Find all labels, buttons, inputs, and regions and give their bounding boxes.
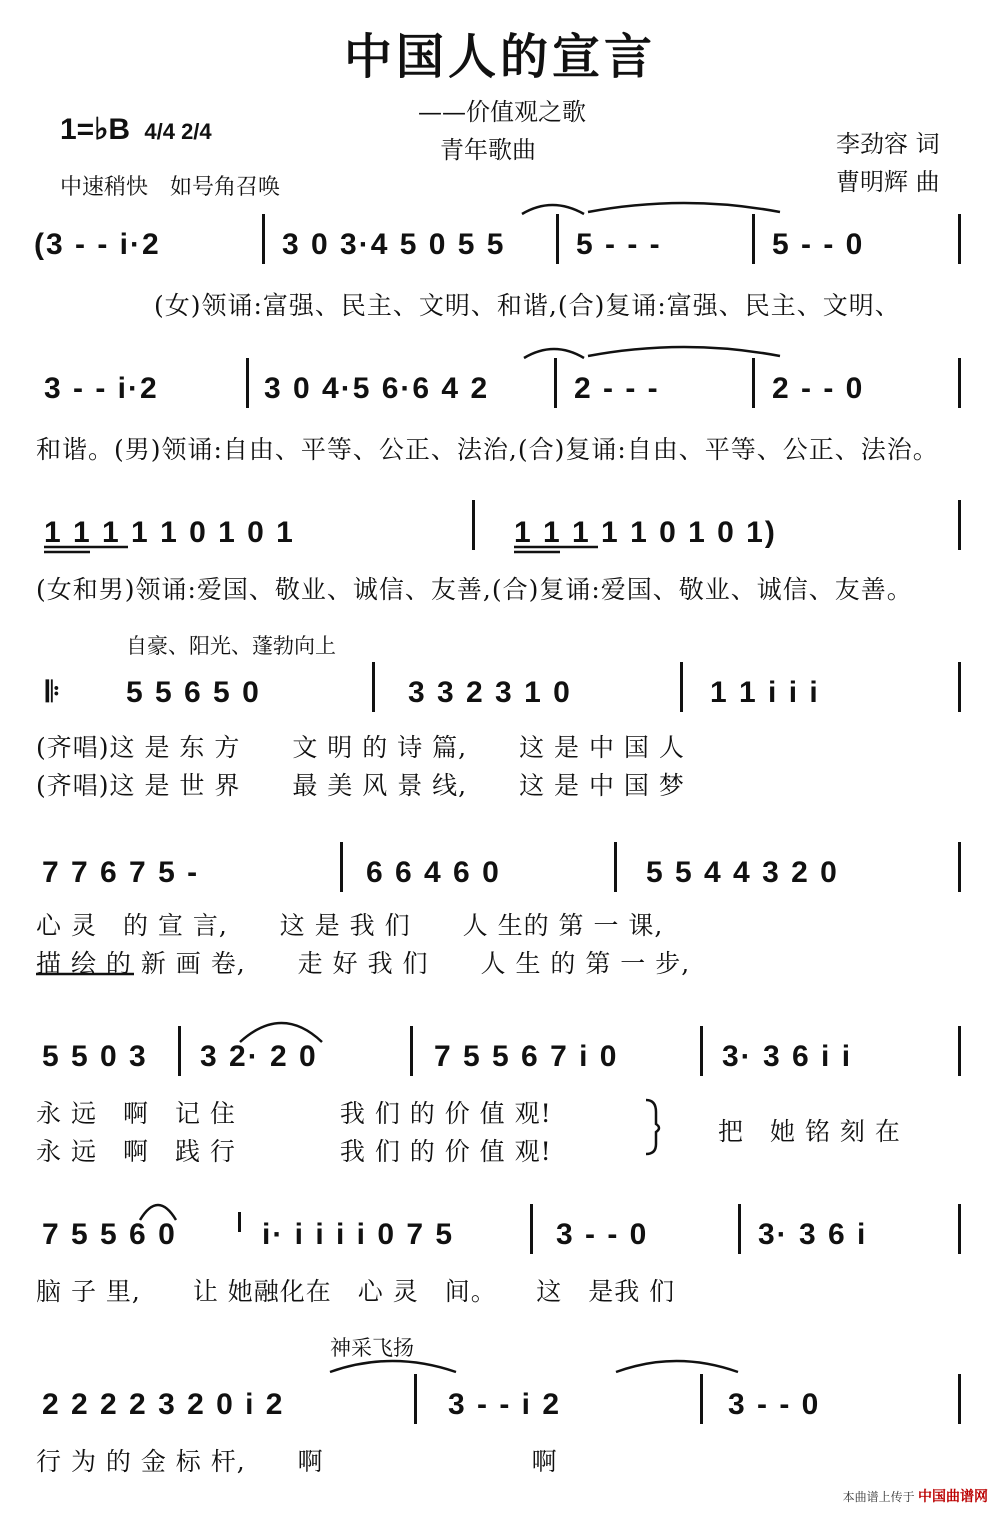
system-7-lyrics: 脑 子 里, 让 她融化在 心 灵 间。 这 是我 们 [36,1277,676,1306]
system-6-measure-1: 5 5 0 3 [42,1040,148,1073]
system-1-lyrics: (女)领诵:富强、民主、文明、和谐,(合)复诵:富强、民主、文明、 [154,291,901,320]
system-1-measure-4: 5 - - 0 [772,228,865,261]
bracket-right [646,1100,659,1154]
system-6-measure-3: 7 5 5 6 7 i 0 [434,1040,619,1073]
system-2-measure-4: 2 - - 0 [772,372,865,405]
key-label: 1=♭B [60,113,131,146]
system-1-measure-1: (3 - - i·2 [34,228,161,261]
system-5-measure-1: 7 7 6 7 5 - [42,856,200,889]
system-4-measure-1: 5 5 6 5 0 [126,676,261,709]
system-6-lyrics-refrain: 把 她 铭 刻 在 [718,1117,901,1146]
system-6-measure-2: 3 2· 2 0 [200,1040,318,1073]
upload-watermark [843,1486,988,1506]
system-8-measure-1: 2 2 2 2 3 2 0 i 2 [42,1388,285,1421]
system-2-measure-1: 3 - - i·2 [44,372,159,405]
system-2-lyrics: 和谐。(男)领诵:自由、平等、公正、法治,(合)复诵:自由、平等、公正、法治。 [36,435,939,464]
expression-marking-2: 神采飞扬 [330,1337,414,1360]
system-8-measure-3: 3 - - 0 [728,1388,821,1421]
system-7-measure-4: 3· 3 6 i [758,1218,868,1251]
system-3-measure-2: 1 1 1 1 1 0 1 0 1) [514,516,777,549]
watermark-prefix: 本曲谱上传于 [842,1490,915,1504]
system-3-measure-1: 1 1 1 1 1 0 1 0 1 [44,516,295,549]
system-6-lyrics-verse-2: 永 远 啊 践 行 我 们 的 价 值 观! [36,1137,552,1166]
tie-arc [330,1361,456,1372]
system-1-measure-2: 3 0 3·4 5 0 5 5 [282,228,506,261]
system-7-measure-1: 7 5 5 6 0 [42,1218,177,1251]
tie-arc [522,205,584,214]
system-7-measure-3: 3 - - 0 [556,1218,649,1251]
system-6-measure-4: 3· 3 6 i i [722,1040,853,1073]
system-4-measure-3: 1 1 i i i [710,676,820,709]
system-5-measure-2: 6 6 4 6 0 [366,856,501,889]
tie-arc [140,1205,176,1220]
song-genre: 青年歌曲 [440,136,536,164]
time-signature: 4/4 2/4 [144,119,212,144]
system-5-measure-3: 5 5 4 4 3 2 0 [646,856,839,889]
system-4-measure-2: 3 3 2 3 1 0 [408,676,572,709]
system-2-measure-3: 2 - - - [574,372,660,405]
repeat-start-sign: 𝄆 [46,676,62,707]
system-3-lyrics: (女和男)领诵:爱国、敬业、诚信、友善,(合)复诵:爱国、敬业、诚信、友善。 [36,575,913,604]
system-8-measure-2: 3 - - i 2 [448,1388,562,1421]
song-title: 中国人的宣言 [343,29,656,85]
song-subtitle: ——价值观之歌 [418,98,586,126]
system-6-lyrics-verse-1: 永 远 啊 记 住 我 们 的 价 值 观! [36,1099,552,1128]
tie-arc [524,349,584,358]
system-7-measure-2: i· i i i i 0 7 5 [262,1218,455,1251]
composer-credit: 曹明辉 曲 [836,168,940,196]
system-4-lyrics-verse-2: (齐唱)这 是 世 界 最 美 风 景 线, 这 是 中 国 梦 [36,771,685,800]
watermark-site: 中国曲谱网 [918,1488,988,1504]
tie-arc [240,1023,322,1042]
system-4-lyrics-verse-1: (齐唱)这 是 东 方 文 明 的 诗 篇, 这 是 中 国 人 [36,733,685,762]
lyricist-credit: 李劲容 词 [836,130,940,158]
tie-arc [588,203,780,212]
system-8-lyrics: 行 为 的 金 标 杆, 啊 啊 [36,1447,558,1476]
system-2-measure-2: 3 0 4·5 6·6 4 2 [264,372,490,405]
expression-marking-1: 自豪、阳光、蓬勃向上 [126,635,336,658]
system-5-lyrics-verse-2: 描 绘 的 新 画 卷, 走 好 我 们 人 生 的 第 一 步, [36,949,691,978]
tie-arc [588,347,780,356]
system-5-lyrics-verse-1: 心 灵 的 宣 言, 这 是 我 们 人 生的 第 一 课, [36,911,664,940]
system-1-measure-3: 5 - - - [576,228,662,261]
tempo-marking: 中速稍快 如号角召唤 [60,174,281,199]
tie-arc [616,1361,738,1372]
